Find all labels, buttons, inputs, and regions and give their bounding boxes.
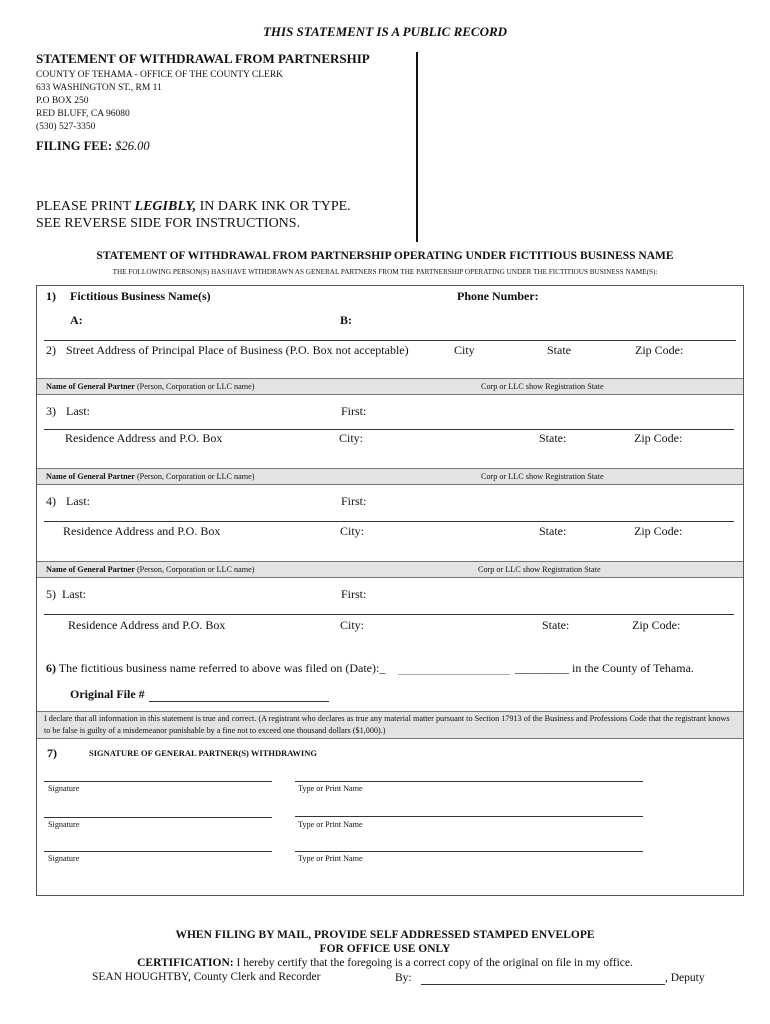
clerk-name: SEAN HOUGHTBY, County Clerk and Recorder bbox=[92, 971, 321, 983]
partner-band-bold: Name of General Partner bbox=[46, 382, 135, 391]
partner-band-rest: (Person, Corporation or LLC name) bbox=[134, 382, 255, 391]
print-emphasis: LEGIBLY, bbox=[134, 199, 197, 214]
section1-underline bbox=[44, 340, 736, 341]
deputy-signature-line[interactable] bbox=[421, 984, 665, 985]
partner4-underline bbox=[44, 521, 734, 522]
reverse-instruction: SEE REVERSE SIDE FOR INSTRUCTIONS. bbox=[36, 216, 301, 231]
county-text: in the County of Tehama. bbox=[569, 661, 694, 675]
principal-city-field[interactable]: City bbox=[454, 343, 475, 357]
certification-label: CERTIFICATION: bbox=[137, 957, 234, 969]
office-use-label: FOR OFFICE USE ONLY bbox=[319, 943, 451, 955]
partner5-residence-field[interactable]: Residence Address and P.O. Box bbox=[68, 618, 226, 632]
print-prefix: PLEASE PRINT bbox=[36, 199, 135, 214]
section1-number: 1) bbox=[46, 289, 56, 303]
partner4-last-field[interactable]: Last: bbox=[66, 494, 90, 508]
partner5-state-field[interactable]: State: bbox=[542, 618, 570, 632]
partner-band-right: Corp or LLC show Registration State bbox=[481, 382, 604, 391]
filing-fee-label: FILING FEE: bbox=[36, 139, 113, 153]
deputy-label: , Deputy bbox=[665, 972, 705, 984]
partner3-zip-field[interactable]: Zip Code: bbox=[634, 431, 683, 445]
partner4-city-field[interactable]: City: bbox=[340, 524, 365, 538]
phone-number-label[interactable]: Phone Number: bbox=[457, 289, 539, 303]
partner3-state-field[interactable]: State: bbox=[539, 431, 567, 445]
partner5-city-field[interactable]: City: bbox=[340, 618, 365, 632]
partner-band-bold: Name of General Partner bbox=[46, 472, 135, 481]
mail-instruction: WHEN FILING BY MAIL, PROVIDE SELF ADDRESSED STAMPED ENVELOPE bbox=[175, 929, 595, 941]
signature-line-1[interactable] bbox=[44, 781, 272, 782]
partner-band-right: Corp or LLC show Registration State bbox=[478, 565, 601, 574]
print-name-line-2[interactable] bbox=[295, 816, 643, 817]
signature-line-2[interactable] bbox=[44, 817, 272, 818]
partner4-state-field[interactable]: State: bbox=[539, 524, 567, 538]
principal-address-field[interactable]: Street Address of Principal Place of Business (P.O. Box not acceptable) bbox=[66, 343, 409, 357]
partner-band-3 bbox=[37, 561, 743, 578]
certification-text: I hereby certify that the foregoing is a correct copy of the original on file in my office. bbox=[233, 957, 633, 969]
section1-label: Fictitious Business Name(s) bbox=[70, 289, 211, 303]
section6-text: The fictitious business name referred to above was filed on (Date):_ bbox=[56, 661, 386, 675]
partner3-residence-field[interactable]: Residence Address and P.O. Box bbox=[65, 431, 223, 445]
print-name-line-1[interactable] bbox=[295, 781, 643, 782]
section2-number: 2) bbox=[46, 343, 56, 357]
print-name-line-3[interactable] bbox=[295, 851, 643, 852]
partner-band-rest: (Person, Corporation or LLC name) bbox=[134, 565, 255, 574]
partner4-residence-field[interactable]: Residence Address and P.O. Box bbox=[63, 524, 221, 538]
print-instruction bbox=[36, 199, 351, 215]
by-label: By: bbox=[395, 972, 412, 984]
partner-band-rest: (Person, Corporation or LLC name) bbox=[134, 472, 255, 481]
business-name-a-field[interactable]: A: bbox=[70, 313, 83, 327]
partner3-first-field[interactable]: First: bbox=[341, 404, 367, 418]
date-blank-tail: _________ bbox=[515, 661, 569, 675]
principal-state-field[interactable]: State bbox=[547, 343, 571, 357]
office-name: COUNTY OF TEHAMA - OFFICE OF THE COUNTY CLERK bbox=[36, 70, 284, 80]
partner4-zip-field[interactable]: Zip Code: bbox=[634, 524, 683, 538]
partner5-number: 5) bbox=[46, 587, 56, 601]
public-record-banner: THIS STATEMENT IS A PUBLIC RECORD bbox=[262, 24, 508, 39]
signature-label-3: Signature bbox=[48, 854, 80, 863]
print-name-label-3: Type or Print Name bbox=[298, 854, 363, 863]
partner4-first-field[interactable]: First: bbox=[341, 494, 367, 508]
partner5-zip-field[interactable]: Zip Code: bbox=[632, 618, 681, 632]
office-pobox: P.O BOX 250 bbox=[36, 96, 89, 106]
original-file-field[interactable] bbox=[149, 701, 329, 702]
principal-zip-field[interactable]: Zip Code: bbox=[635, 343, 684, 357]
partner3-number: 3) bbox=[46, 404, 56, 418]
partner-band-2 bbox=[37, 468, 743, 485]
section7-label: SIGNATURE OF GENERAL PARTNER(S) WITHDRAWING bbox=[89, 748, 317, 758]
header-divider bbox=[416, 52, 418, 242]
partner3-city-field[interactable]: City: bbox=[339, 431, 364, 445]
certification bbox=[0, 957, 770, 969]
business-name-b-field[interactable]: B: bbox=[340, 313, 352, 327]
print-suffix: IN DARK INK OR TYPE. bbox=[196, 199, 351, 214]
partner-band-right: Corp or LLC show Registration State bbox=[481, 472, 604, 481]
signature-label-2: Signature bbox=[48, 820, 80, 829]
filing-fee bbox=[36, 139, 150, 154]
office-street: 633 WASHINGTON ST., RM 11 bbox=[36, 83, 162, 93]
partner3-underline bbox=[44, 429, 734, 430]
partner3-last-field[interactable]: Last: bbox=[66, 404, 90, 418]
date-fill-line bbox=[398, 674, 510, 675]
clerk-address bbox=[36, 69, 283, 134]
section6-number: 6) bbox=[46, 661, 56, 675]
section-title: STATEMENT OF WITHDRAWAL FROM PARTNERSHIP OPERATING UNDER FICTITIOUS BUSINESS NAME bbox=[96, 250, 674, 262]
signature-label-1: Signature bbox=[48, 784, 80, 793]
office-city: RED BLUFF, CA 96080 bbox=[36, 109, 130, 119]
partner-band-1 bbox=[37, 378, 743, 395]
print-name-label-2: Type or Print Name bbox=[298, 820, 363, 829]
original-file-label: Original File # bbox=[70, 687, 145, 701]
section-subtitle: THE FOLLOWING PERSON(S) HAS/HAVE WITHDRAWN AS GENERAL PARTNERS FROM THE PARTNERSHIP OPERATING UNDER THE FICTITIOUS BUSINESS NAME(S): bbox=[112, 268, 658, 276]
signature-line-3[interactable] bbox=[44, 851, 272, 852]
partner4-number: 4) bbox=[46, 494, 56, 508]
print-name-label-1: Type or Print Name bbox=[298, 784, 363, 793]
section6-filed-date[interactable] bbox=[46, 661, 385, 676]
section7-number: 7) bbox=[47, 746, 57, 760]
partner5-first-field[interactable]: First: bbox=[341, 587, 367, 601]
declaration-text: I declare that all information in this statement is true and correct. (A registrant who declares as true any material matter pursuant to Section 17913 of the Business and Professions Code that the registrant knows to be false is guilty of a misdemeanor punishable by a fine not to exceed one thousand dollars ($1,000).) bbox=[37, 711, 743, 739]
office-phone: (530) 527-3350 bbox=[36, 122, 96, 132]
partner5-underline bbox=[44, 614, 734, 615]
partner-band-bold: Name of General Partner bbox=[46, 565, 135, 574]
form-box bbox=[36, 285, 744, 896]
partner5-last-field[interactable]: Last: bbox=[62, 587, 86, 601]
county-tail bbox=[515, 661, 694, 676]
filing-fee-value: $26.00 bbox=[115, 139, 150, 153]
form-title: STATEMENT OF WITHDRAWAL FROM PARTNERSHIP bbox=[36, 51, 370, 66]
